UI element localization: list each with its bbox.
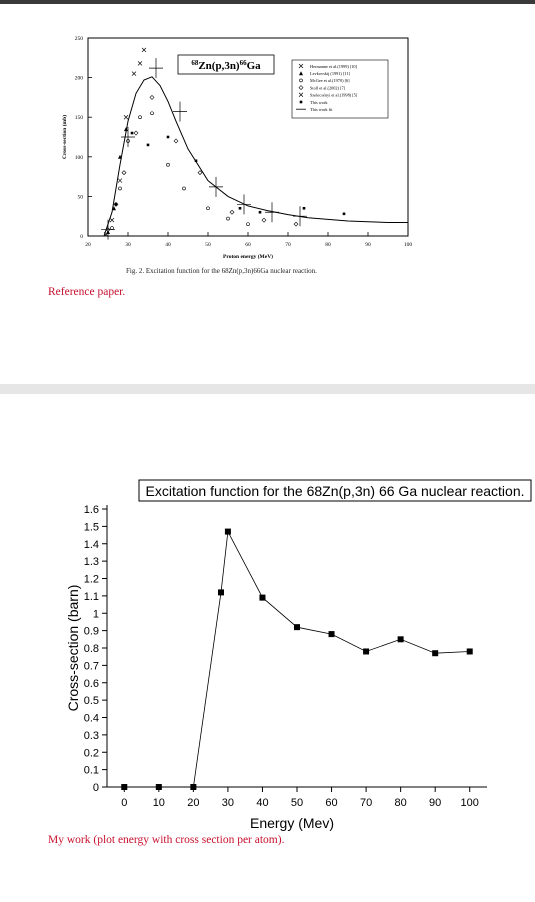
data-point (198, 171, 202, 175)
y-tick-label: 0.1 (83, 764, 99, 777)
data-point (134, 131, 138, 135)
data-point (183, 187, 186, 190)
x-axis-label: Proton energy (MeV) (223, 254, 273, 260)
y-tick-label: 1.5 (83, 521, 99, 534)
my-work-note: My work (plot energy with cross section per atom). (48, 834, 285, 846)
x-tick-label: 50 (205, 242, 211, 248)
data-point (167, 136, 170, 139)
y-tick-label: 1.6 (83, 504, 99, 516)
data-point (151, 112, 154, 115)
data-point (218, 589, 224, 595)
data-point (209, 177, 223, 197)
y-tick-label: 0 (80, 234, 83, 240)
data-point (118, 179, 122, 183)
data-point (467, 648, 473, 654)
data-point (156, 784, 162, 790)
data-point (147, 144, 150, 147)
x-tick-label: 30 (221, 797, 235, 809)
x-tick-label: 20 (187, 797, 200, 809)
x-tick-label: 10 (152, 797, 165, 809)
y-tick-label: 0 (92, 782, 99, 794)
data-point (121, 127, 135, 147)
x-tick-label: 90 (429, 797, 442, 809)
y-tick-label: 0.3 (83, 729, 99, 742)
legend-label: McGee et al.(1970) [6] (310, 78, 350, 84)
data-point (132, 72, 136, 76)
y-tick-label: 0.7 (83, 660, 99, 673)
y-tick-label: 0.4 (83, 712, 99, 725)
legend-marker (300, 79, 303, 82)
data-point (225, 529, 231, 535)
data-point (190, 784, 196, 790)
data-point (239, 207, 242, 210)
data-point (119, 187, 122, 190)
y-tick-label: 0.2 (83, 747, 99, 760)
reference-figure-caption: Fig. 2. Excitation function for the 68Zn(p,3n)66Ga nuclear reaction. (126, 267, 317, 275)
data-point (262, 218, 266, 222)
y-tick-label: 1.4 (83, 538, 99, 551)
data-point (432, 650, 438, 656)
y-tick-label: 0.5 (83, 695, 99, 708)
data-point (237, 194, 251, 214)
legend-label: This work (310, 99, 328, 105)
x-tick-label: 60 (245, 242, 251, 248)
x-axis-label: Energy (Mev) (249, 815, 335, 831)
data-point (149, 58, 163, 78)
chart-title: Excitation function for the 68Zn(p,3n) 66 Ga nuclear reaction. (145, 483, 525, 499)
y-tick-label: 250 (74, 36, 83, 42)
x-tick-label: 60 (325, 797, 338, 809)
data-point (115, 203, 118, 206)
data-point (142, 48, 146, 52)
y-tick-label: 0.9 (83, 625, 99, 638)
reaction-text: Ga (246, 60, 261, 72)
y-tick-label: 1 (92, 608, 99, 621)
data-point (122, 171, 126, 175)
data-point (294, 624, 300, 630)
data-point (259, 595, 265, 601)
data-point (227, 217, 230, 220)
data-point (247, 223, 250, 226)
x-tick-label: 70 (285, 242, 291, 248)
x-tick-label: 90 (365, 242, 371, 248)
x-tick-label: 80 (394, 797, 407, 809)
data-point (139, 116, 142, 119)
section-separator (0, 384, 535, 394)
y-axis-label: Cross-section (barn) (65, 584, 81, 712)
my-work-chart (0, 470, 535, 835)
y-tick-label: 1.2 (83, 573, 99, 586)
y-tick-label: 150 (74, 115, 83, 122)
data-point (111, 227, 114, 230)
mass-number: 66 (239, 59, 247, 67)
data-point (124, 115, 128, 119)
data-point (110, 218, 114, 222)
x-tick-label: 50 (290, 797, 304, 809)
y-tick-label: 0.8 (83, 643, 99, 655)
reference-chart (0, 20, 535, 275)
x-tick-label: 30 (125, 242, 131, 248)
series-line (124, 532, 469, 787)
legend-label: Szelecsényi et al.(1998) [5] (310, 92, 358, 98)
data-point (363, 648, 369, 654)
legend-label: This work fit (310, 107, 333, 112)
data-point (138, 61, 142, 65)
y-tick-label: 200 (74, 75, 83, 82)
legend-label: Stoll et al.(2002) [7] (310, 85, 346, 91)
data-point (207, 207, 210, 210)
data-point (174, 139, 178, 143)
x-tick-label: 20 (85, 242, 91, 248)
data-point (101, 220, 115, 240)
y-tick-label: 1.1 (83, 590, 99, 603)
data-point (329, 631, 335, 637)
x-tick-label: 40 (256, 797, 269, 809)
y-tick-label: 0.6 (83, 677, 99, 690)
x-tick-label: 80 (325, 242, 331, 248)
x-tick-label: 70 (359, 797, 373, 809)
top-bar (0, 0, 535, 4)
data-point (121, 784, 127, 790)
data-point (303, 207, 306, 210)
data-point (195, 159, 198, 162)
legend-label: Hermanne et al.(1999) [10] (310, 63, 358, 69)
data-point (131, 132, 134, 135)
reaction-label (191, 59, 261, 72)
y-tick-label: 100 (74, 154, 83, 161)
x-tick-label: 100 (460, 797, 479, 809)
data-point (259, 211, 262, 214)
x-tick-label: 40 (165, 242, 171, 248)
mass-number: 68 (191, 59, 199, 67)
y-tick-label: 1.3 (83, 556, 99, 569)
data-point (167, 163, 170, 166)
y-tick-label: 50 (77, 194, 83, 201)
x-tick-label: 0 (121, 797, 128, 809)
legend-marker (300, 101, 303, 104)
data-point (343, 213, 346, 216)
data-point (265, 202, 279, 222)
legend-label: Levkovskij (1991) [11] (310, 71, 350, 76)
y-axis-label: Cross-section (mb) (62, 114, 68, 160)
reference-note: Reference paper. (48, 286, 126, 298)
x-tick-label: 100 (403, 242, 413, 248)
data-point (230, 210, 234, 214)
data-point (294, 222, 298, 226)
data-point (150, 95, 154, 99)
reaction-text: Zn(p,3n) (198, 60, 240, 72)
data-point (124, 127, 128, 131)
data-point (398, 636, 404, 642)
